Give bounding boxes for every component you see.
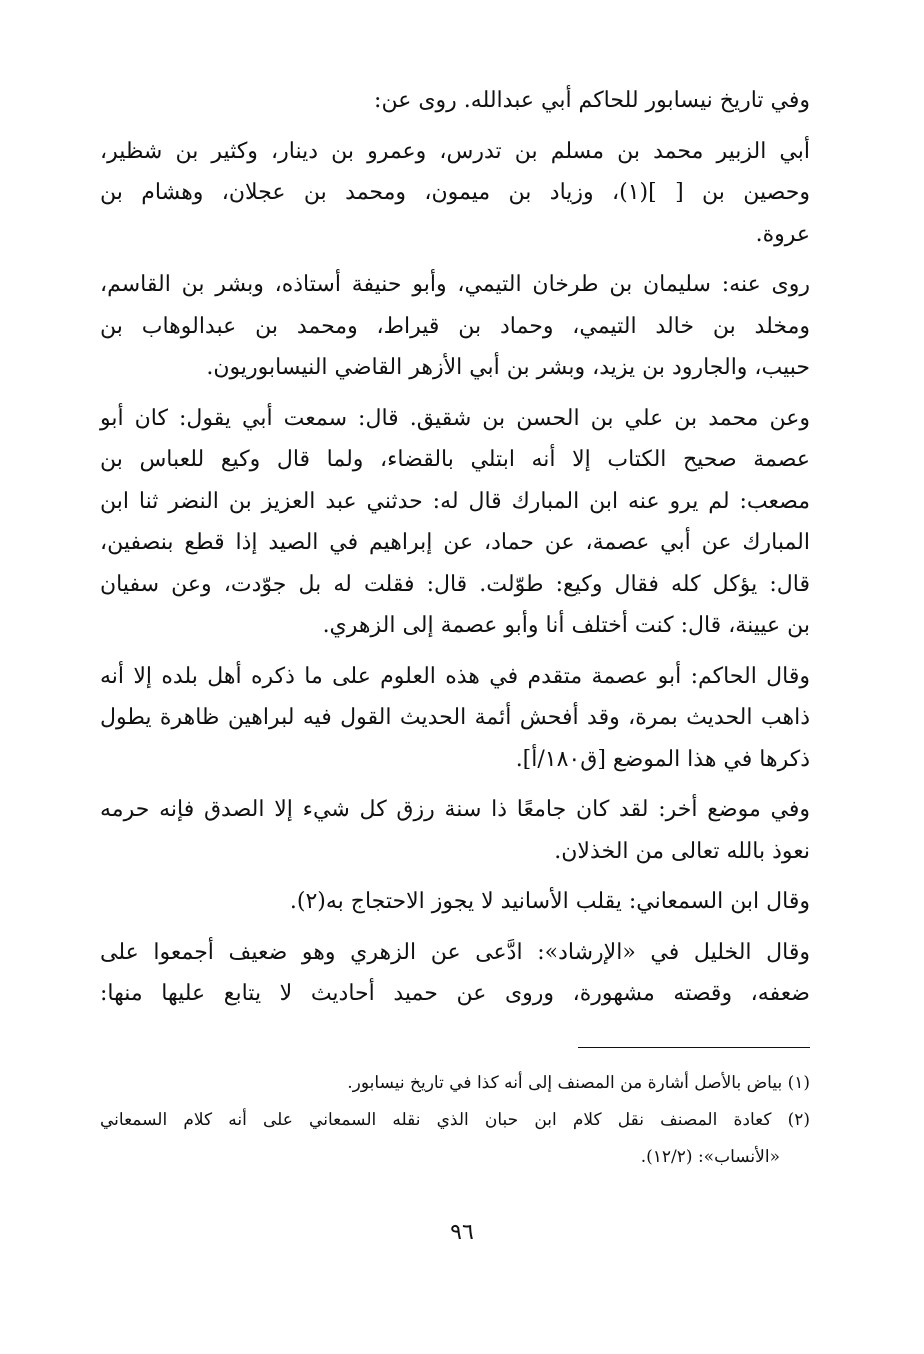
text-line: وقال الحاكم: أبو عصمة متقدم في هذه العلوم على ما ذكره أهل بلده إلا أنه [100, 663, 810, 689]
text-line: بن عيينة، قال: كنت أختلف أنا وأبو عصمة إلى الزهري. [322, 613, 810, 638]
footnote-2 [100, 1102, 810, 1176]
text-line: عروة. [755, 221, 810, 247]
footnote-line: (٢) كعادة المصنف نقل كلام ابن حبان الذي نقله السمعاني على أنه كلام السمعاني [100, 1110, 810, 1130]
paragraph-ibn-shaqiq [100, 398, 810, 647]
text-line: ذاهب الحديث بمرة، وقد أفحش أئمة الحديث القول فيه لبراهين ظاهرة يطول [100, 705, 810, 730]
text-line: ضعفه، وقصته مشهورة، وروى عن حميد أحاديث لا يتابع عليها منها: [100, 981, 810, 1006]
footnotes [100, 1065, 810, 1176]
book-page [100, 80, 810, 1280]
paragraph-samani [100, 881, 810, 923]
footnote-separator [578, 1047, 810, 1048]
paragraph-narrators-from [100, 131, 810, 256]
text-line: قال: يؤكل كله فقال وكيع: طوّلت. قال: فقلت له بل جوّدت، وعن سفيان [100, 571, 810, 597]
footnote-line: (١) بياض بالأصل أشارة من المصنف إلى أنه كذا في تاريخ نيسابور. [347, 1073, 810, 1093]
text-line: نعوذ بالله تعالى من الخذلان. [554, 838, 810, 864]
text-line: ذكرها في هذا الموضع [ق١٨٠/أ]. [515, 746, 810, 772]
page-number: ٩٦ [450, 1220, 474, 1245]
text-line: روى عنه: سليمان بن طرخان التيمي، وأبو حنيفة أستاذه، وبشر بن القاسم، [100, 272, 810, 297]
footnote-1 [100, 1065, 810, 1102]
text-line: حبيب، والجارود بن يزيد، وبشر بن أبي الأزهر القاضي النيسابوريون. [206, 355, 810, 380]
paragraph-khalil [100, 932, 810, 1015]
text-line: وفي موضع أخر: لقد كان جامعًا ذا سنة رزق كل شيء إلا الصدق فإنه حرمه [100, 797, 810, 822]
text-line: وعن محمد بن علي بن الحسن بن شقيق. قال: سمعت أبي يقول: كان أبو [100, 405, 810, 431]
text-line: عصمة صحيح الكتاب إلا أنه ابتلي بالقضاء، ولما قال وكيع للعباس بن [100, 447, 810, 472]
text-line: وفي تاريخ نيسابور للحاكم أبي عبدالله. روى عن: [374, 88, 810, 113]
paragraph-narrators-about [100, 264, 810, 389]
footnote-line: «الأنساب»: (١٢/٢). [640, 1147, 780, 1167]
text-line: المبارك عن أبي عصمة، عن حماد، عن إبراهيم في الصيد إذا قطع بنصفين، [100, 530, 810, 555]
text-line: وحصين بن [ ](١)، وزياد بن ميمون، ومحمد بن عجلان، وهشام بن [100, 180, 810, 205]
paragraph-another-place [100, 789, 810, 872]
paragraph-hakim [100, 656, 810, 781]
text-line: أبي الزبير محمد بن مسلم بن تدرس، وعمرو بن دينار، وكثير بن شظير، [100, 138, 810, 164]
paragraph-intro [100, 80, 810, 122]
text-line: ومخلد بن خالد التيمي، وحماد بن قيراط، ومحمد بن عبدالوهاب بن [100, 313, 810, 339]
text-line: مصعب: لم يرو عنه ابن المبارك قال له: حدثني عبد العزيز بن النضر ثنا ابن [100, 488, 810, 514]
text-line: وقال ابن السمعاني: يقلب الأسانيد لا يجوز الاحتجاج به(٢). [289, 889, 810, 914]
text-line: وقال الخليل في «الإرشاد»: ادَّعى عن الزهري وهو ضعيف أجمعوا على [100, 939, 810, 965]
